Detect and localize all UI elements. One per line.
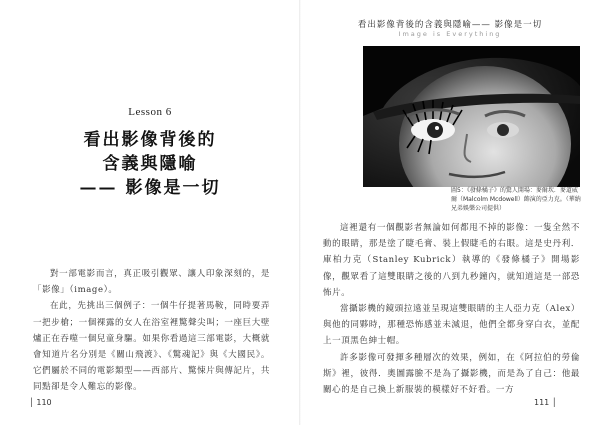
page-number-left: │ 110	[29, 398, 52, 407]
chapter-title	[0, 128, 300, 200]
chapter-title-line-1: 看出影像背後的	[83, 130, 217, 150]
right-paragraph-3: 許多影像可發揮多種層次的效果，例如，在《阿拉伯的勞倫斯》裡，彼得．奧圖露臉不是為了攝影機，而是為了自己：他最關心的是自己換上新服裝的模樣好不好看。一方	[323, 352, 580, 396]
running-head: 看出影像背後的含義與隱喻—— 影像是一切	[357, 20, 543, 30]
film-still-photo	[363, 46, 580, 187]
chapter-title-line-3: —— 影像是一切	[79, 178, 221, 198]
right-paragraph-2: 當攝影機的鏡頭拉遠並呈現這雙眼睛的主人亞力克（Alex）與他的同夥時，那種恐怖感並未減退，他們全都身穿白衣，並配上一頂黑色紳士帽。	[323, 304, 580, 347]
right-body-text	[323, 220, 580, 398]
right-page	[300, 0, 600, 425]
left-body-text	[33, 266, 270, 396]
running-subhead: Image is Everything	[398, 30, 502, 38]
film-still-illustration	[363, 46, 580, 187]
left-paragraph-1: 對一部電影而言，真正吸引觀眾、讓人印象深刻的，是「影像」（image）。	[33, 269, 270, 296]
page-number-right: 111 │	[534, 398, 557, 407]
figure-caption: 圖5：《發條橘子》的驚人開場：麥爾坎．麥道威爾（Malcolm Mcdowell）飾演的亞力克。（華納兄弟娛樂公司提供）	[451, 187, 581, 212]
chapter-title-line-2: 含義與隱喻	[102, 154, 198, 174]
lesson-label: Lesson 6	[128, 106, 172, 118]
left-paragraph-2: 在此，先挑出三個例子：一個牛仔提著馬鞍，同時要弄一把步槍；一個裸露的女人在浴室裡驚聲尖叫；一座巨大壁爐正在吞噬一個兒童身驅。如果你看過這三部電影，大概就會知道片名分別是《關山飛渡》、《驚魂記》與《大國民》。它們屬於不同的電影類型——西部片、驚悚片與傳記片，共同點卻是令人難忘的影像。	[33, 301, 270, 393]
right-paragraph-1: 這裡還有一個觀影者無論如何都甩不掉的影像：一隻全然不動的眼睛，那是塗了睫毛膏、裝上假睫毛的右眼。這是史丹利．庫柏力克（Stanley Kubrick）執導的《發條橘子》開場影像，觀眾看了這雙眼睛之後的八到九秒鐘內，就知道這是一部恐怖片。	[323, 223, 580, 298]
